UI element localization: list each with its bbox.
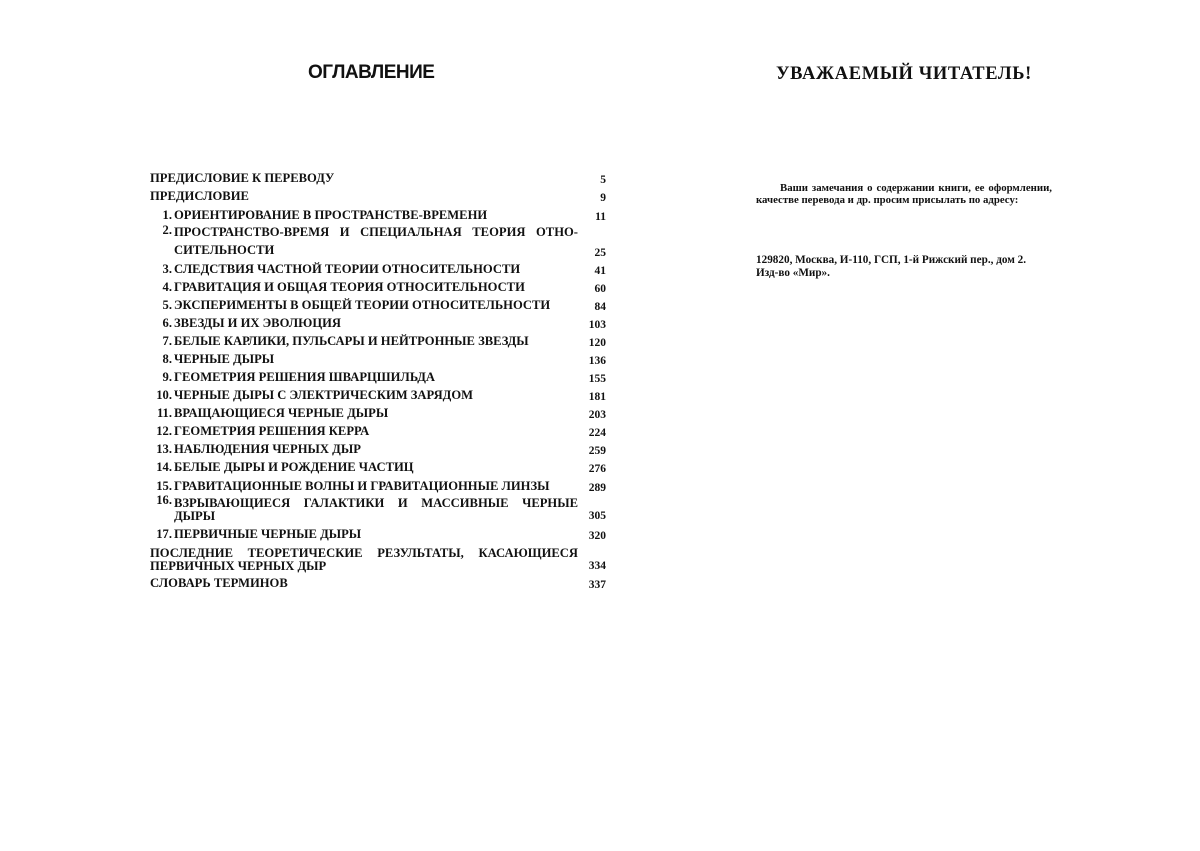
toc-entry: [150, 349, 606, 367]
toc-entry-page: 5: [600, 174, 606, 186]
toc-entry-title: ПРЕДИСЛОВИЕ: [150, 189, 249, 203]
toc-entry-page: 305: [588, 510, 606, 522]
toc-entry: [150, 186, 606, 204]
toc-entry-number: 5.: [162, 298, 172, 312]
toc-entry-page: 84: [594, 301, 606, 313]
toc-entry-number: 14.: [156, 460, 172, 474]
toc-entry-title: ВРАЩАЮЩИЕСЯ ЧЕРНЫЕ ДЫРЫ: [174, 406, 389, 420]
toc-entry: [150, 457, 606, 475]
toc-entry: [150, 494, 606, 523]
toc-entry-title: НАБЛЮДЕНИЯ ЧЕРНЫХ ДЫР: [174, 442, 361, 456]
toc-entry-page: 289: [588, 482, 606, 494]
toc-entry: [150, 204, 606, 223]
toc-entry-page: 41: [594, 265, 606, 277]
toc-entry-number: 10.: [156, 388, 172, 402]
toc-entry: [150, 523, 606, 542]
toc-entry-title: ЧЕРНЫЕ ДЫРЫ: [174, 352, 275, 366]
toc-entry-title: ЧЕРНЫЕ ДЫРЫ С ЭЛЕКТРИЧЕСКИМ ЗАРЯДОМ: [174, 388, 474, 402]
toc-entry-page: 136: [588, 355, 606, 367]
toc-entry: [150, 168, 606, 186]
toc-entry-page: 9: [600, 192, 606, 204]
toc-entry-number: 12.: [156, 424, 172, 438]
toc-entry-page: 120: [588, 337, 606, 349]
toc-entry-number: 17.: [156, 527, 172, 541]
toc-entry: [150, 542, 606, 573]
toc-entry: [150, 367, 606, 385]
toc-entry-title: ГЕОМЕТРИЯ РЕШЕНИЯ КЕРРА: [174, 424, 370, 438]
toc-entry-page: 224: [588, 427, 606, 439]
toc-entry-page: 103: [588, 319, 606, 331]
toc-entry: [150, 313, 606, 331]
toc-entry-page: 155: [588, 373, 606, 385]
right-page: [610, 0, 1200, 851]
toc-entry-title: ПОСЛЕДНИЕ ТЕОРЕТИЧЕСКИЕ РЕЗУЛЬТАТЫ, КАСАЮЩИЕСЯ ПЕРВИЧНЫХ ЧЕРНЫХ ДЫР: [150, 546, 578, 573]
toc-entry-page: 276: [588, 463, 606, 475]
toc-entry-title: ВЗРЫВАЮЩИЕСЯ ГАЛАКТИКИ И МАССИВНЫЕ ЧЕРНЫЕ ДЫРЫ: [174, 496, 578, 523]
toc-entry-number: 9.: [162, 370, 172, 384]
toc-entry-page: 320: [588, 530, 606, 542]
toc-entry: [150, 403, 606, 421]
toc-entry-title: ПРОСТРАНСТВО-ВРЕМЯ И СПЕЦИАЛЬНАЯ ТЕОРИЯ ОТНО-СИТЕЛЬНОСТИ: [174, 225, 578, 257]
toc-entry-title: ЭКСПЕРИМЕНТЫ В ОБЩЕЙ ТЕОРИИ ОТНОСИТЕЛЬНОСТИ: [174, 298, 551, 312]
toc-entry-title: ГРАВИТАЦИЯ И ОБЩАЯ ТЕОРИЯ ОТНОСИТЕЛЬНОСТИ: [174, 280, 525, 294]
toc-entry: [150, 295, 606, 313]
toc-entry-title: ЗВЕЗДЫ И ИХ ЭВОЛЮЦИЯ: [174, 316, 342, 330]
toc-entry-title: ОРИЕНТИРОВАНИЕ В ПРОСТРАНСТВЕ-ВРЕМЕНИ: [174, 208, 488, 222]
toc-entry-title: ГЕОМЕТРИЯ РЕШЕНИЯ ШВАРЦШИЛЬДА: [174, 370, 435, 384]
toc-entry-number: 1.: [162, 208, 172, 222]
toc-entry-title: ПРЕДИСЛОВИЕ К ПЕРЕВОДУ: [150, 171, 335, 185]
toc-entry-title: СЛОВАРЬ ТЕРМИНОВ: [150, 576, 288, 590]
toc-entry: [150, 439, 606, 457]
toc-entry-number: 2.: [162, 223, 172, 237]
toc-entry: [150, 385, 606, 403]
toc-entry-number: 6.: [162, 316, 172, 330]
toc-heading: ОГЛАВЛЕНИЕ: [308, 62, 435, 83]
toc-entry-title: ГРАВИТАЦИОННЫЕ ВОЛНЫ И ГРАВИТАЦИОННЫЕ ЛИНЗЫ: [174, 479, 550, 493]
toc-entry-page: 60: [594, 283, 606, 295]
toc-entry-number: 8.: [162, 352, 172, 366]
toc-entry: [150, 573, 606, 591]
reader-notice: Ваши замечания о содержании книги, ее оформлении, качестве перевода и др. просим присылать по адресу:: [756, 182, 1052, 206]
toc-entry-page: 337: [588, 579, 606, 591]
toc-entry-number: 11.: [156, 406, 172, 420]
reader-heading: УВАЖАЕМЫЙ ЧИТАТЕЛЬ!: [776, 64, 1032, 84]
publisher-address: [756, 254, 1056, 280]
toc-entry-number: 7.: [162, 334, 172, 348]
toc-entry-title: БЕЛЫЕ ДЫРЫ И РОЖДЕНИЕ ЧАСТИЦ: [174, 460, 414, 474]
toc-entry-number: 4.: [162, 280, 172, 294]
toc-entry: [150, 475, 606, 494]
toc-entry-number: 16.: [156, 493, 172, 507]
table-of-contents: [150, 168, 606, 591]
toc-entry: [150, 421, 606, 439]
address-line: 129820, Москва, И-110, ГСП, 1-й Рижский пер., дом 2.: [756, 254, 1027, 266]
toc-entry-title: СЛЕДСТВИЯ ЧАСТНОЙ ТЕОРИИ ОТНОСИТЕЛЬНОСТИ: [174, 262, 521, 276]
toc-entry-page: 203: [588, 409, 606, 421]
toc-entry-number: 15.: [156, 479, 172, 493]
toc-entry-title: ПЕРВИЧНЫЕ ЧЕРНЫЕ ДЫРЫ: [174, 527, 362, 541]
toc-entry-number: 3.: [162, 262, 172, 276]
toc-entry: [150, 259, 606, 277]
address-line: Изд-во «Мир».: [756, 267, 830, 279]
toc-entry-title: БЕЛЫЕ КАРЛИКИ, ПУЛЬСАРЫ И НЕЙТРОННЫЕ ЗВЕЗДЫ: [174, 334, 529, 348]
toc-entry: [150, 277, 606, 295]
toc-entry-page: 334: [588, 560, 606, 572]
toc-entry-page: 259: [588, 445, 606, 457]
toc-entry-page: 25: [594, 247, 606, 259]
toc-entry: [150, 223, 606, 259]
toc-entry-number: 13.: [156, 442, 172, 456]
toc-entry-page: 11: [595, 211, 606, 223]
toc-entry: [150, 331, 606, 349]
toc-entry-page: 181: [588, 391, 606, 403]
